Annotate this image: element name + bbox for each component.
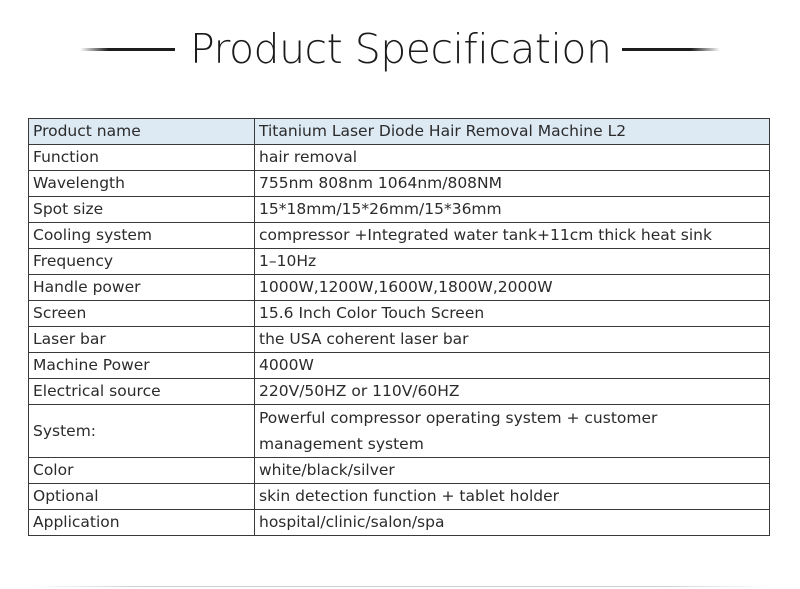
spec-key: Wavelength bbox=[29, 171, 255, 197]
spec-key: Function bbox=[29, 145, 255, 171]
spec-key: Application bbox=[29, 510, 255, 536]
table-row bbox=[29, 405, 770, 458]
title-rule-right bbox=[622, 48, 720, 51]
spec-key: System: bbox=[29, 405, 255, 458]
spec-key: Laser bar bbox=[29, 327, 255, 353]
spec-key: Electrical source bbox=[29, 379, 255, 405]
spec-key: Cooling system bbox=[29, 223, 255, 249]
table-row bbox=[29, 249, 770, 275]
spec-key: Color bbox=[29, 458, 255, 484]
spec-value: 220V/50HZ or 110V/60HZ bbox=[255, 379, 770, 405]
table-row bbox=[29, 484, 770, 510]
spec-key: Screen bbox=[29, 301, 255, 327]
spec-value: 15*18mm/15*26mm/15*36mm bbox=[255, 197, 770, 223]
table-row bbox=[29, 171, 770, 197]
spec-value: 1000W,1200W,1600W,1800W,2000W bbox=[255, 275, 770, 301]
spec-key: Optional bbox=[29, 484, 255, 510]
spec-value: 1–10Hz bbox=[255, 249, 770, 275]
table-row bbox=[29, 301, 770, 327]
table-row bbox=[29, 275, 770, 301]
table-row bbox=[29, 197, 770, 223]
spec-key: Frequency bbox=[29, 249, 255, 275]
footer-divider bbox=[30, 586, 770, 587]
spec-value: hospital/clinic/salon/spa bbox=[255, 510, 770, 536]
spec-value: Titanium Laser Diode Hair Removal Machine L2 bbox=[255, 119, 770, 145]
table-row bbox=[29, 223, 770, 249]
spec-table bbox=[28, 118, 770, 536]
table-row bbox=[29, 119, 770, 145]
spec-key: Machine Power bbox=[29, 353, 255, 379]
table-row bbox=[29, 510, 770, 536]
table-row bbox=[29, 327, 770, 353]
spec-value: skin detection function + tablet holder bbox=[255, 484, 770, 510]
table-row bbox=[29, 353, 770, 379]
spec-key: Handle power bbox=[29, 275, 255, 301]
table-row bbox=[29, 458, 770, 484]
page-header bbox=[0, 18, 800, 82]
spec-value: 755nm 808nm 1064nm/808NM bbox=[255, 171, 770, 197]
spec-value: white/black/silver bbox=[255, 458, 770, 484]
title-rule-left bbox=[80, 48, 175, 51]
spec-key: Product name bbox=[29, 119, 255, 145]
spec-key: Spot size bbox=[29, 197, 255, 223]
table-row bbox=[29, 145, 770, 171]
spec-value: 4000W bbox=[255, 353, 770, 379]
spec-value: 15.6 Inch Color Touch Screen bbox=[255, 301, 770, 327]
spec-value: hair removal bbox=[255, 145, 770, 171]
page-title: Product Specification bbox=[190, 25, 612, 73]
spec-value: compressor +Integrated water tank+11cm thick heat sink bbox=[255, 223, 770, 249]
spec-value: the USA coherent laser bar bbox=[255, 327, 770, 353]
table-row bbox=[29, 379, 770, 405]
spec-value: Powerful compressor operating system + customer management system bbox=[255, 405, 770, 458]
